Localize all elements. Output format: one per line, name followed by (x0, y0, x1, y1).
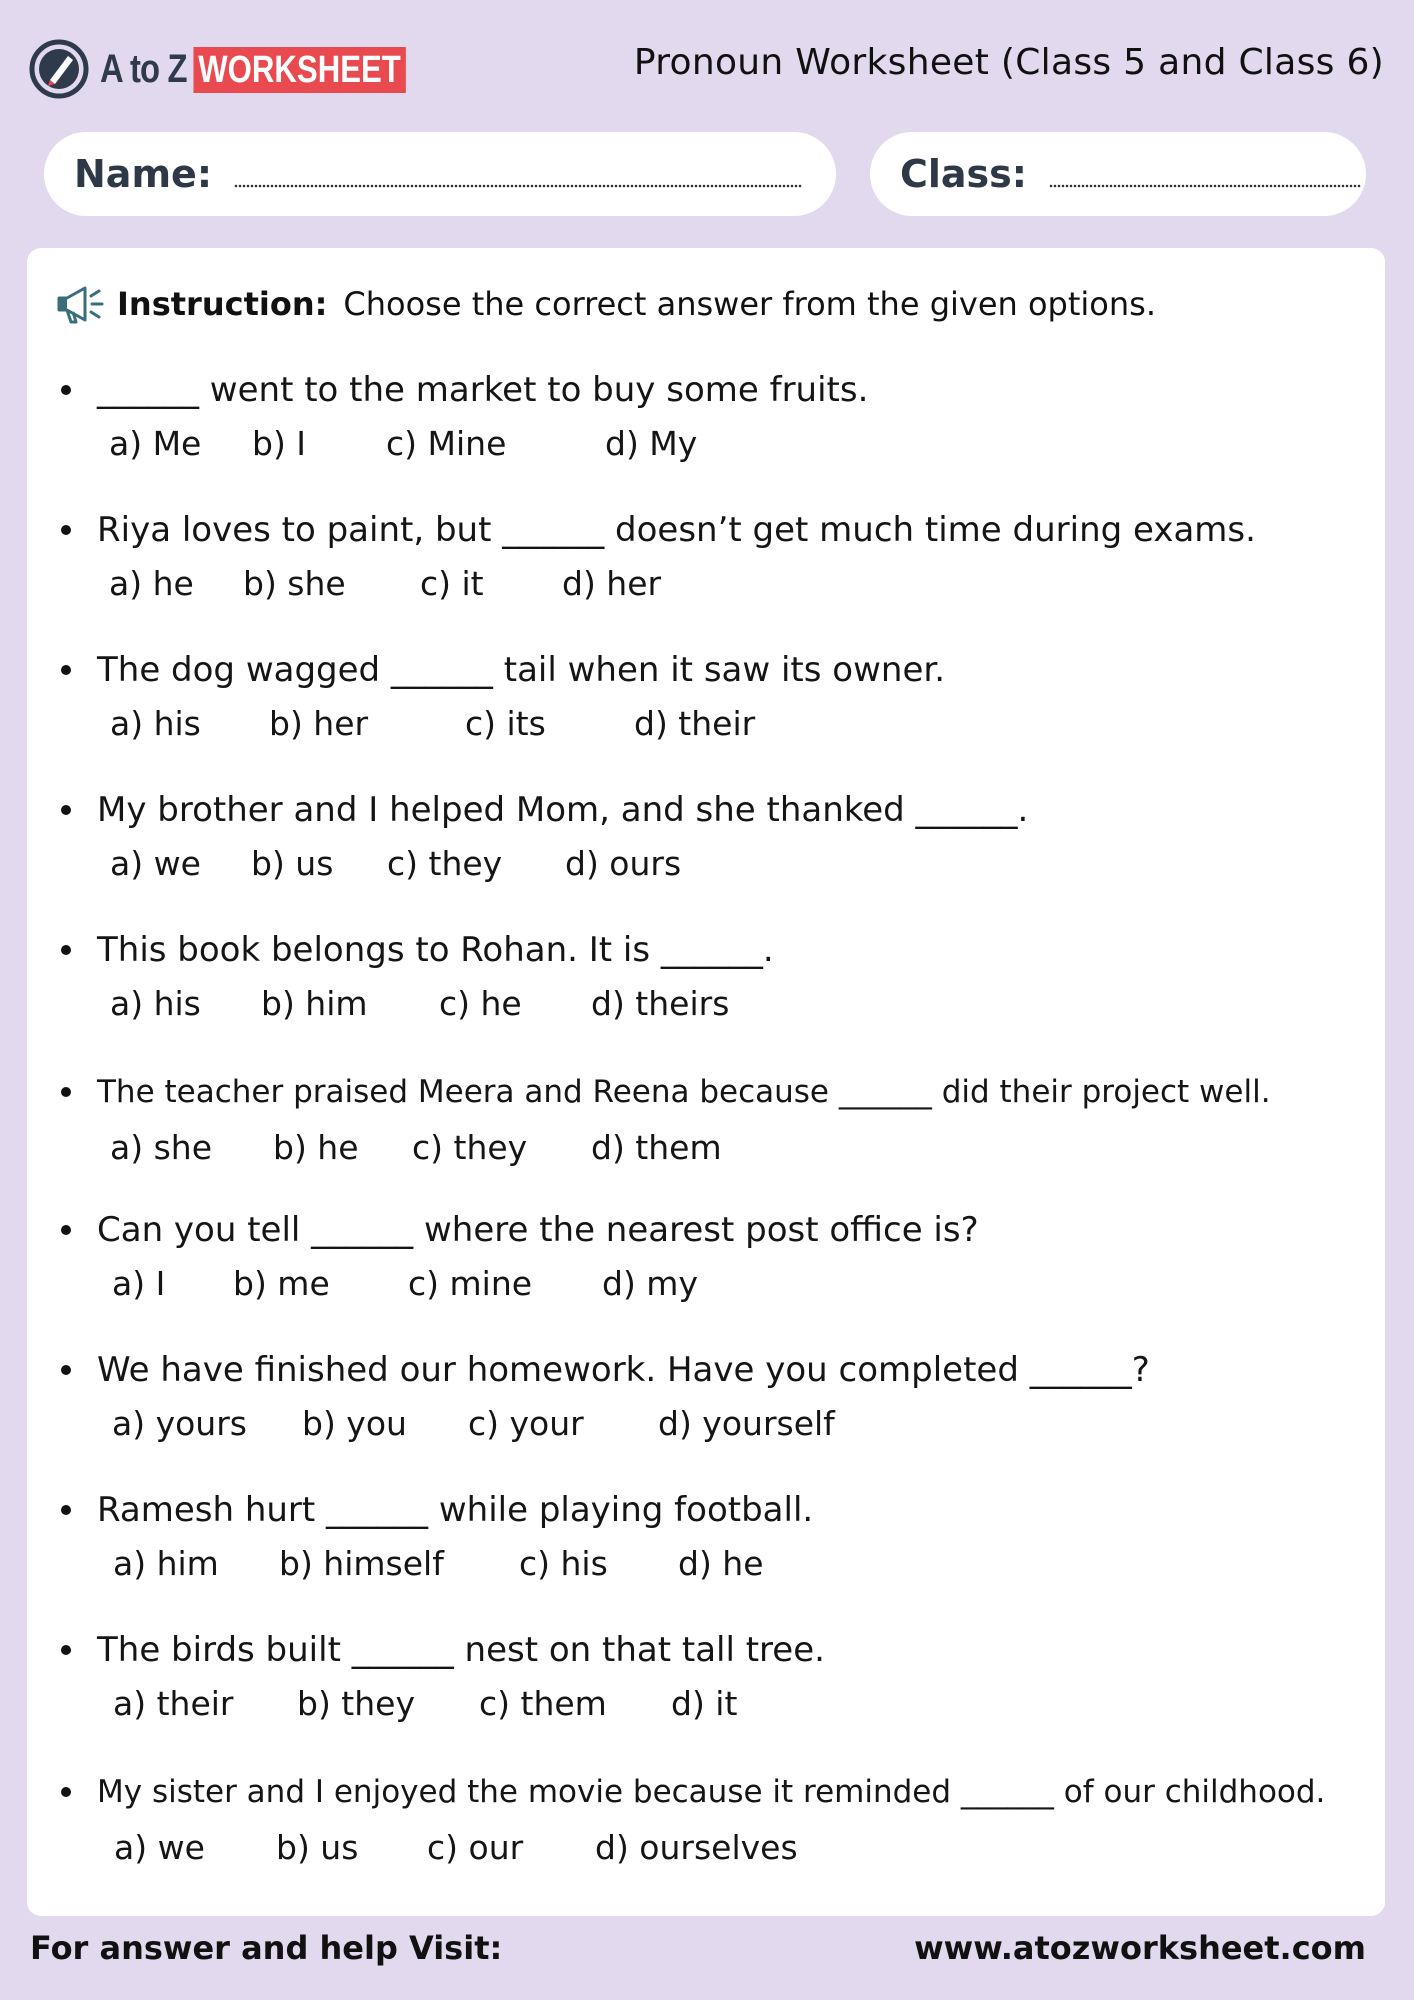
option[interactable]: d) he (678, 1544, 764, 1583)
question-item (27, 1074, 1271, 1172)
option[interactable]: a) Me (109, 424, 202, 463)
option[interactable]: d) yourself (658, 1404, 835, 1443)
question-text: We have finished our homework. Have you completed ______? (27, 1350, 1150, 1390)
pen-circle-logo-icon (28, 38, 90, 100)
worksheet-card (27, 248, 1385, 1916)
question-text: The teacher praised Meera and Reena because ______ did their project well. (27, 1074, 1271, 1110)
name-label: Name: (74, 152, 213, 196)
option[interactable]: b) her (269, 704, 369, 743)
options-row (27, 844, 1028, 888)
option[interactable]: d) their (634, 704, 756, 743)
question-item (27, 1630, 825, 1728)
option[interactable]: c) they (387, 844, 503, 883)
option[interactable]: b) he (273, 1128, 359, 1167)
question-item (27, 510, 1256, 608)
options-row (27, 564, 1256, 608)
option[interactable]: a) he (109, 564, 194, 603)
option[interactable]: c) its (465, 704, 546, 743)
question-text: Can you tell ______ where the nearest post office is? (27, 1210, 979, 1250)
option[interactable]: d) it (671, 1684, 738, 1723)
option[interactable]: c) our (427, 1828, 524, 1867)
option[interactable]: b) himself (279, 1544, 444, 1583)
question-item (27, 930, 774, 1028)
option[interactable]: a) his (110, 704, 201, 743)
question-text: My brother and I helped Mom, and she thanked ______. (27, 790, 1028, 830)
logo-badge: WORKSHEET (193, 47, 405, 93)
question-text: The birds built ______ nest on that tall tree. (27, 1630, 825, 1670)
option[interactable]: c) he (439, 984, 522, 1023)
option[interactable]: c) his (519, 1544, 608, 1583)
option[interactable]: c) them (479, 1684, 607, 1723)
option[interactable]: a) we (114, 1828, 205, 1867)
option[interactable]: c) it (420, 564, 484, 603)
question-item (27, 790, 1028, 888)
question-item (27, 1774, 1325, 1872)
option[interactable]: a) she (110, 1128, 212, 1167)
option[interactable]: b) I (252, 424, 307, 463)
question-text: Ramesh hurt ______ while playing football. (27, 1490, 813, 1530)
options-row (27, 1544, 813, 1588)
instruction (55, 282, 1156, 326)
option[interactable]: b) us (251, 844, 334, 883)
option[interactable]: b) you (302, 1404, 407, 1443)
options-row (27, 424, 868, 468)
instruction-label: Instruction: (117, 285, 328, 323)
megaphone-icon (55, 282, 105, 326)
options-row (27, 1128, 1271, 1172)
name-dotted-line[interactable] (234, 184, 802, 188)
question-text: This book belongs to Rohan. It is ______. (27, 930, 774, 970)
logo-text: A to Z (100, 46, 187, 91)
option[interactable]: d) them (591, 1128, 722, 1167)
option[interactable]: d) her (562, 564, 662, 603)
option[interactable]: c) mine (408, 1264, 533, 1303)
option[interactable]: a) his (110, 984, 201, 1023)
option[interactable]: c) they (412, 1128, 528, 1167)
class-label: Class: (900, 152, 1027, 196)
name-field[interactable] (44, 132, 836, 216)
class-field[interactable] (870, 132, 1366, 216)
options-row (27, 984, 774, 1028)
options-row (27, 1684, 825, 1728)
site-logo (28, 37, 473, 101)
question-text: Riya loves to paint, but ______ doesn’t get much time during exams. (27, 510, 1256, 550)
option[interactable]: d) theirs (591, 984, 730, 1023)
instruction-text: Choose the correct answer from the given options. (343, 285, 1156, 323)
option[interactable]: b) me (233, 1264, 330, 1303)
option[interactable]: b) she (243, 564, 346, 603)
class-dotted-line[interactable] (1049, 184, 1361, 188)
option[interactable]: a) we (110, 844, 201, 883)
option[interactable]: b) us (276, 1828, 359, 1867)
options-row (27, 1264, 979, 1308)
options-row (27, 1404, 1150, 1448)
page-title: Pronoun Worksheet (Class 5 and Class 6) (633, 42, 1384, 83)
question-item (27, 370, 868, 468)
question-text: ______ went to the market to buy some fruits. (27, 370, 868, 410)
option[interactable]: a) him (113, 1544, 219, 1583)
option[interactable]: d) ourselves (595, 1828, 798, 1867)
option[interactable]: a) yours (112, 1404, 247, 1443)
options-row (27, 1828, 1325, 1872)
option[interactable]: d) ours (565, 844, 682, 883)
footer-help-text: For answer and help Visit: (30, 1929, 503, 1967)
option[interactable]: b) him (261, 984, 368, 1023)
option[interactable]: a) their (113, 1684, 234, 1723)
question-item (27, 1210, 979, 1308)
option[interactable]: c) your (468, 1404, 584, 1443)
option[interactable]: a) I (112, 1264, 166, 1303)
footer-website-link[interactable]: www.atozworksheet.com (914, 1929, 1366, 1967)
question-text: My sister and I enjoyed the movie because it reminded ______ of our childhood. (27, 1774, 1325, 1810)
question-item (27, 1350, 1150, 1448)
question-item (27, 1490, 813, 1588)
question-item (27, 650, 945, 748)
option[interactable]: d) My (605, 424, 698, 463)
question-text: The dog wagged ______ tail when it saw its owner. (27, 650, 945, 690)
options-row (27, 704, 945, 748)
option[interactable]: b) they (297, 1684, 415, 1723)
option[interactable]: c) Mine (386, 424, 507, 463)
option[interactable]: d) my (602, 1264, 698, 1303)
logo-wordmark (100, 47, 406, 92)
